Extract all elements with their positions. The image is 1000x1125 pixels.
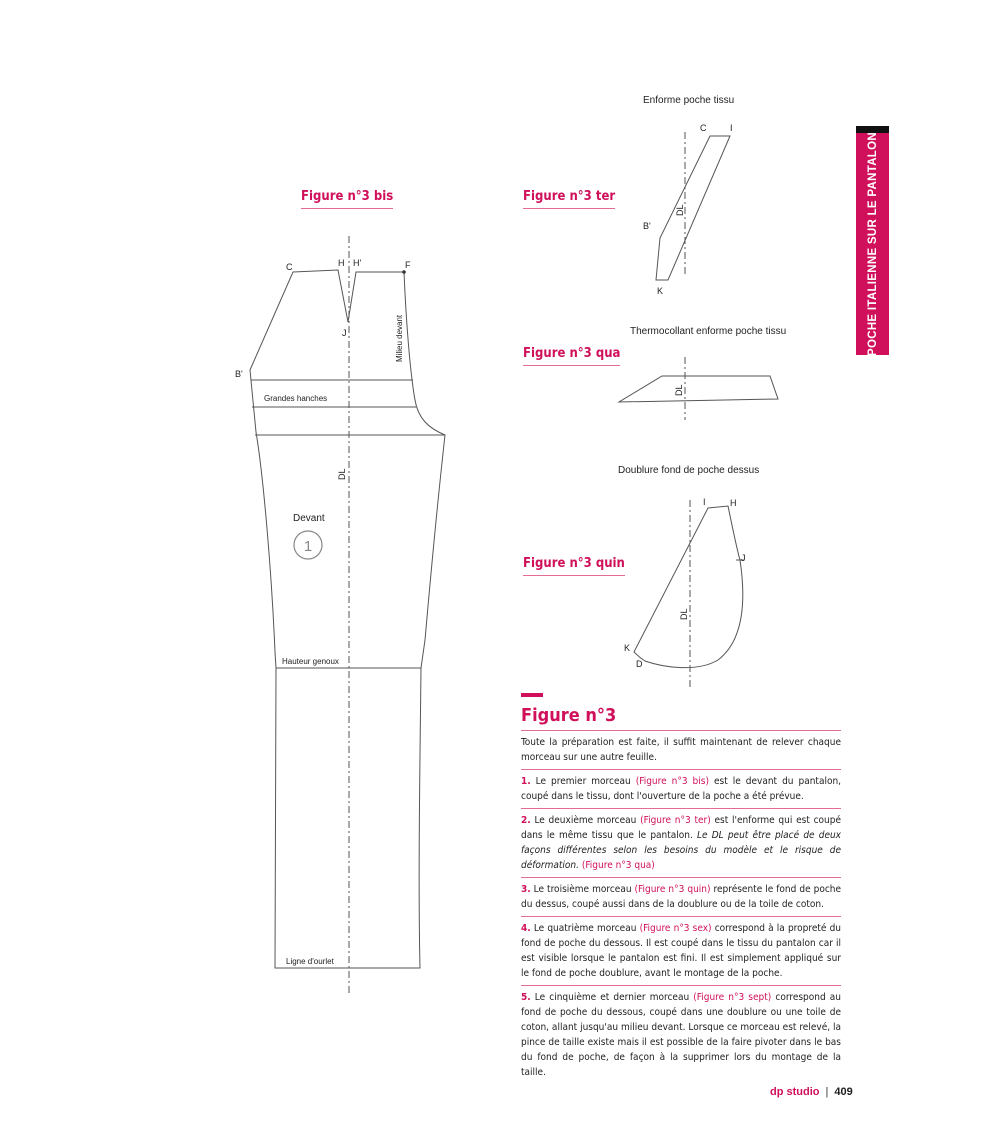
step-4-ref: (Figure n°3 sex) — [639, 923, 712, 934]
doublure-title: Doublure fond de poche dessus — [618, 465, 760, 476]
dl-label-qua: DL — [674, 384, 684, 396]
step-3-ref: (Figure n°3 quin) — [634, 884, 711, 895]
point-i-ter: I — [730, 123, 733, 133]
step-4-text-a: Le quatrième morceau — [530, 923, 640, 934]
point-b-prime-ter: B' — [643, 221, 651, 231]
point-c-bis: C — [286, 262, 293, 272]
point-k-ter: K — [657, 286, 664, 296]
step-2-ref: (Figure n°3 ter) — [640, 815, 711, 826]
point-h-bis: H — [338, 258, 345, 268]
step-4 — [521, 917, 841, 986]
thermocollant-outline — [619, 376, 778, 402]
figure-3-section — [521, 693, 841, 1084]
step-5-ref: (Figure n°3 sept) — [693, 992, 772, 1003]
step-1-text-a: Le premier morceau — [530, 776, 636, 787]
milieu-devant-label: Milieu devant — [395, 314, 404, 362]
dl-label-bis: DL — [337, 468, 347, 480]
step-2-text-a: Le deuxième morceau — [530, 815, 641, 826]
figure-3-ter-label: Figure n°3 ter — [523, 189, 615, 209]
step-5-number: 5. — [521, 992, 531, 1003]
step-4-number: 4. — [521, 923, 531, 934]
ligne-ourlet-label: Ligne d'ourlet — [286, 957, 334, 966]
step-1 — [521, 770, 841, 809]
step-1-number: 1. — [521, 776, 531, 787]
intro-paragraph — [521, 731, 841, 770]
point-i-quin: I — [703, 497, 706, 507]
devant-label: Devant — [293, 513, 325, 524]
point-j-bis: J — [342, 328, 347, 338]
step-3-number: 3. — [521, 884, 531, 895]
doublure-outline — [634, 506, 743, 668]
step-3 — [521, 878, 841, 917]
step-2-number: 2. — [521, 815, 531, 826]
piece-number: 1 — [303, 538, 313, 555]
footer-separator: | — [825, 1086, 829, 1098]
figure-3-qua-label: Figure n°3 qua — [523, 346, 620, 366]
page-number: 409 — [834, 1086, 853, 1098]
grandes-hanches-label: Grandes hanches — [264, 394, 328, 403]
point-d-quin: D — [636, 659, 643, 669]
dl-label-quin: DL — [679, 608, 689, 620]
intro-text: Toute la préparation est faite, il suffit maintenant de relever chaque morceau sur une autre feuille. — [521, 737, 841, 763]
step-4-text-b: correspond à la propreté du fond de poche du dessous. Il est coupé dans le tissu du pantalon car il est visible lorsque le pantalon est fini. Il est simplement appliqué sur le fond de poche doublure, avant le montage de la poche. — [521, 923, 842, 979]
step-2-ref-2: (Figure n°3 qua) — [578, 860, 655, 871]
step-1-text-b: est le devant du pantalon, coupé dans le tissu, dont l'ouverture de la poche a été prévue. — [521, 776, 842, 802]
chapter-tab-label: POCHE ITALIENNE SUR LE PANTALON — [866, 132, 879, 356]
step-2 — [521, 809, 841, 878]
step-5 — [521, 986, 841, 1084]
dl-label-ter: DL — [675, 204, 685, 216]
thermocollant-title: Thermocollant enforme poche tissu — [630, 326, 787, 337]
page-footer — [770, 1086, 853, 1098]
step-5-text-a: Le cinquième et dernier morceau — [530, 992, 694, 1003]
figure-3-quin-label: Figure n°3 quin — [523, 556, 625, 576]
step-3-text-a: Le troisième morceau — [530, 884, 635, 895]
enforme-title: Enforme poche tissu — [643, 95, 735, 106]
step-3-text-b: représente le fond de poche du dessus, coupé aussi dans de la doublure ou de la toile de coton. — [521, 884, 842, 910]
section-accent-bar — [521, 693, 543, 697]
section-title: Figure n°3 — [521, 705, 841, 731]
footer-brand: dp studio — [770, 1086, 820, 1098]
step-5-text-b: correspond au fond de poche du dessous, coupé dans une doublure ou une toile de coton, allant jusqu'au milieu devant. Lorsque ce morceau est relevé, la pince de taille existe mais il est possible de la faire pivoter dans le bas du fond de poche, de façon à la supprimer lors du montage de la taille. — [521, 992, 842, 1078]
step-2-italic: Le DL peut être placé de deux façons différentes selon les besoins du modèle et le risque de déformation. — [521, 830, 842, 871]
figure-3-bis-label: Figure n°3 bis — [301, 189, 393, 209]
point-h-prime-bis: H' — [353, 258, 362, 268]
point-b-prime-bis: B' — [235, 369, 243, 379]
point-f-bis: F — [405, 260, 411, 270]
trouser-front-outline — [250, 270, 445, 968]
hauteur-genoux-label: Hauteur genoux — [282, 657, 339, 666]
enforme-outline — [656, 136, 730, 280]
point-h-quin: H — [730, 498, 737, 508]
step-2-text-b: est l'enforme qui est coupé dans le même tissu que le pantalon. — [521, 815, 841, 841]
point-f-dot — [402, 270, 406, 274]
step-1-ref: (Figure n°3 bis) — [635, 776, 709, 787]
point-k-quin: K — [624, 643, 631, 653]
point-j-quin: J — [741, 553, 746, 563]
point-c-ter: C — [700, 123, 707, 133]
